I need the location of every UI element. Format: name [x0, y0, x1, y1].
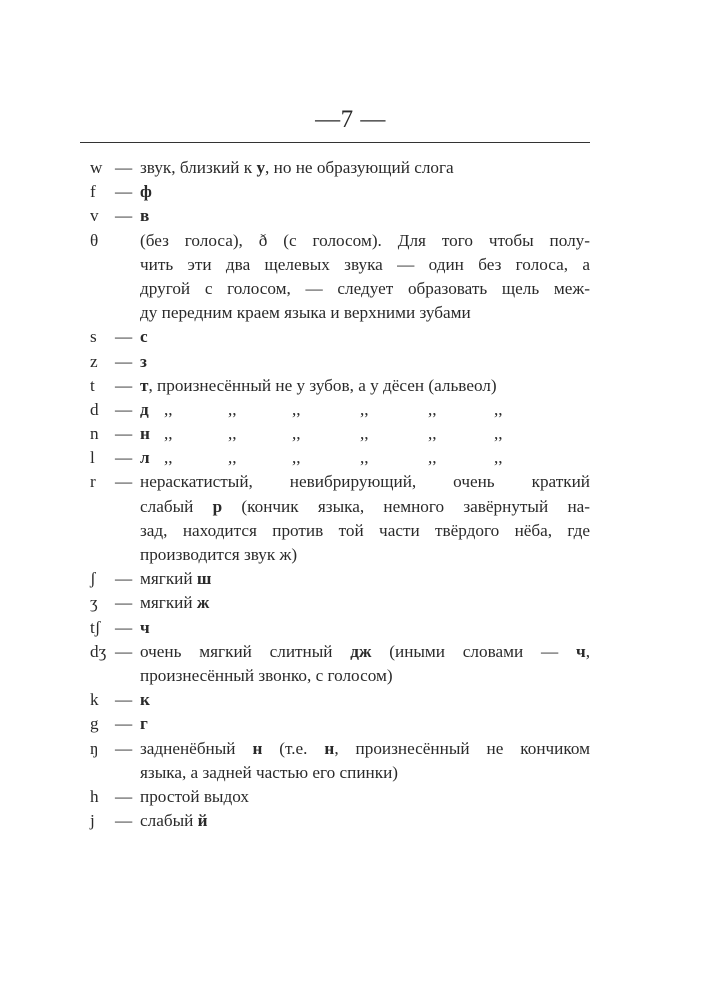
description [140, 180, 590, 204]
page-number: —7 — [315, 106, 386, 133]
text-segment: (т.е. [262, 738, 325, 758]
text-segment: зад, находится против той части твёрдого нёба, где [140, 520, 590, 540]
ditto-mark: ,, [292, 424, 301, 444]
dash: — [115, 351, 133, 371]
bold-russian-letter: д [140, 399, 149, 419]
ditto-mark: ,, [228, 399, 237, 419]
bold-russian-letter: н [140, 424, 150, 444]
dash: — [115, 206, 133, 226]
text-segment: произнесённый звонко, с голосом) [140, 665, 393, 685]
list-item [90, 325, 590, 349]
bold-russian-letter: н [252, 738, 263, 758]
description [140, 253, 590, 277]
phonetic-symbol: j [90, 811, 95, 831]
description [140, 325, 590, 349]
dash: — [115, 641, 133, 661]
text-line [90, 204, 590, 228]
text-line [90, 543, 590, 567]
text-segment: , но не образующий слога [265, 158, 454, 177]
phonetic-symbol: d [90, 399, 99, 419]
description [140, 519, 590, 543]
description [140, 712, 590, 736]
list-item [90, 180, 590, 204]
bold-russian-letter: н [324, 738, 335, 758]
dash: — [115, 182, 133, 202]
bold-russian-letter: у [256, 158, 266, 177]
description [140, 737, 590, 761]
bold-russian-letter: ш [196, 569, 212, 589]
phonetic-symbol: h [90, 786, 99, 806]
phonetic-symbol: θ [90, 230, 99, 250]
ditto-mark: ,, [292, 399, 301, 419]
description [140, 301, 590, 325]
dash: — [115, 811, 133, 831]
bold-russian-letter: р [212, 496, 223, 516]
text-segment: мягкий [140, 593, 197, 613]
text-segment: очень мягкий слитный [140, 641, 351, 661]
text-line [90, 180, 590, 204]
text-line [90, 229, 590, 253]
ditto-mark: ,, [428, 424, 437, 444]
description [140, 761, 590, 785]
description [140, 543, 590, 567]
phonetic-symbol-list [90, 156, 590, 833]
dash: — [115, 593, 133, 613]
bold-russian-letter: л [140, 448, 150, 468]
text-segment: звук, близкий к [140, 158, 257, 177]
ditto-mark: ,, [164, 399, 173, 419]
phonetic-symbol: v [90, 206, 99, 226]
text-line [90, 809, 590, 833]
list-item [90, 446, 590, 470]
phonetic-symbol: dʒ [90, 641, 107, 661]
text-segment: чить эти два щелевых звука — один без голоса, а [140, 254, 590, 274]
text-segment: простой выдох [140, 786, 249, 806]
text-line [90, 446, 590, 470]
text-segment: производится звук ж) [140, 545, 298, 564]
dash: — [115, 327, 133, 347]
dash: — [115, 786, 133, 806]
text-line [90, 737, 590, 761]
phonetic-symbol: tʃ [90, 617, 101, 637]
text-segment: , произнесённый не кончиком [334, 738, 590, 758]
list-item [90, 616, 590, 640]
text-line [90, 156, 590, 180]
text-line [90, 688, 590, 712]
phonetic-symbol: r [90, 472, 96, 492]
text-segment: (иными словами — [371, 641, 576, 661]
ditto-mark: ,, [228, 448, 237, 468]
dash: — [115, 617, 133, 637]
list-item [90, 591, 590, 615]
dash: — [115, 569, 133, 589]
bold-russian-letter: ж [196, 593, 210, 613]
phonetic-symbol: f [90, 182, 96, 202]
text-line [90, 277, 590, 301]
phonetic-symbol: ŋ [90, 738, 99, 758]
list-item [90, 737, 590, 785]
phonetic-symbol: z [90, 351, 98, 371]
text-segment: (без голоса), ð (с голосом). Для того чтобы полу- [140, 230, 590, 250]
dash: — [115, 472, 133, 492]
list-item [90, 567, 590, 591]
description [140, 229, 590, 253]
phonetic-symbol: ʃ [90, 569, 96, 589]
dash: — [115, 424, 133, 444]
ditto-mark: ,, [494, 399, 503, 419]
ditto-mark: ,, [494, 448, 503, 468]
text-line [90, 398, 590, 422]
phonetic-symbol: ʒ [90, 593, 98, 613]
description [140, 374, 590, 398]
dash: — [115, 448, 133, 468]
text-segment: , произнесённый не у зубов, а у дёсен (альвеол) [148, 375, 497, 395]
text-segment: мягкий [140, 569, 197, 589]
text-segment: ду передним краем языка и верхними зубами [140, 303, 471, 323]
text-line [90, 519, 590, 543]
text-line [90, 495, 590, 519]
list-item [90, 350, 590, 374]
dash: — [115, 738, 133, 758]
ditto-mark: ,, [164, 424, 173, 444]
description [140, 616, 590, 640]
text-segment: (кончик языка, немного завёрнутый на- [222, 496, 590, 516]
description [140, 156, 590, 180]
description [140, 470, 590, 494]
list-item [90, 470, 590, 567]
list-item [90, 785, 590, 809]
list-item [90, 640, 590, 688]
description [140, 688, 590, 712]
bold-russian-letter: й [197, 811, 208, 831]
ditto-mark: ,, [164, 448, 173, 468]
text-segment: нераскатистый, невибрирующий, очень краткий [140, 472, 590, 492]
dash: — [115, 375, 133, 395]
dash: — [115, 399, 133, 419]
text-segment: слабый [140, 496, 213, 516]
description [140, 277, 590, 301]
text-line [90, 470, 590, 494]
bold-russian-letter: ч [576, 641, 586, 661]
text-line [90, 567, 590, 591]
phonetic-symbol: s [90, 327, 97, 347]
text-segment: слабый [140, 811, 198, 831]
description [140, 785, 590, 809]
bold-russian-letter: ф [140, 182, 152, 202]
bold-russian-letter: дж [350, 641, 372, 661]
text-line [90, 761, 590, 785]
phonetic-symbol: w [90, 158, 103, 177]
bold-russian-letter: г [140, 714, 148, 734]
bold-russian-letter: з [140, 351, 147, 371]
ditto-mark: ,, [428, 399, 437, 419]
phonetic-symbol: l [90, 448, 95, 468]
bold-russian-letter: т [140, 375, 149, 395]
phonetic-symbol: n [90, 424, 99, 444]
description [140, 591, 590, 615]
text-line [90, 616, 590, 640]
ditto-mark: ,, [360, 448, 369, 468]
text-segment: другой с голосом, — следует образовать щель меж- [140, 278, 590, 298]
bold-russian-letter: к [140, 690, 150, 710]
phonetic-symbol: t [90, 375, 95, 395]
text-line [90, 712, 590, 736]
text-line [90, 350, 590, 374]
text-line [90, 301, 590, 325]
dash: — [115, 690, 133, 710]
list-item [90, 398, 590, 422]
description [140, 640, 590, 664]
list-item [90, 809, 590, 833]
list-item [90, 712, 590, 736]
list-item [90, 204, 590, 228]
phonetic-symbol: g [90, 714, 99, 734]
description [140, 809, 590, 833]
dash: — [115, 158, 133, 177]
list-item [90, 422, 590, 446]
bold-russian-letter: в [140, 206, 150, 226]
list-item [90, 688, 590, 712]
text-line [90, 253, 590, 277]
ditto-mark: ,, [428, 448, 437, 468]
list-item [90, 374, 590, 398]
ditto-mark: ,, [360, 424, 369, 444]
list-item [90, 156, 590, 180]
phonetic-symbol: k [90, 690, 99, 710]
description [140, 204, 590, 228]
text-line [90, 374, 590, 398]
text-segment: , [585, 641, 590, 661]
bold-russian-letter: ч [140, 617, 150, 637]
list-item [90, 229, 590, 326]
description [140, 495, 590, 519]
text-segment: языка, а задней частью его спинки) [140, 762, 398, 782]
text-line [90, 422, 590, 446]
header-rule [80, 142, 590, 143]
text-line [90, 664, 590, 688]
text-segment: задненёбный [140, 738, 253, 758]
description [140, 567, 590, 591]
ditto-mark: ,, [494, 424, 503, 444]
ditto-mark: ,, [228, 424, 237, 444]
description [140, 664, 590, 688]
text-line [90, 591, 590, 615]
text-line [90, 785, 590, 809]
bold-russian-letter: с [140, 327, 148, 347]
ditto-mark: ,, [360, 399, 369, 419]
description [140, 350, 590, 374]
text-line [90, 640, 590, 664]
dash: — [115, 714, 133, 734]
text-line [90, 325, 590, 349]
ditto-mark: ,, [292, 448, 301, 468]
